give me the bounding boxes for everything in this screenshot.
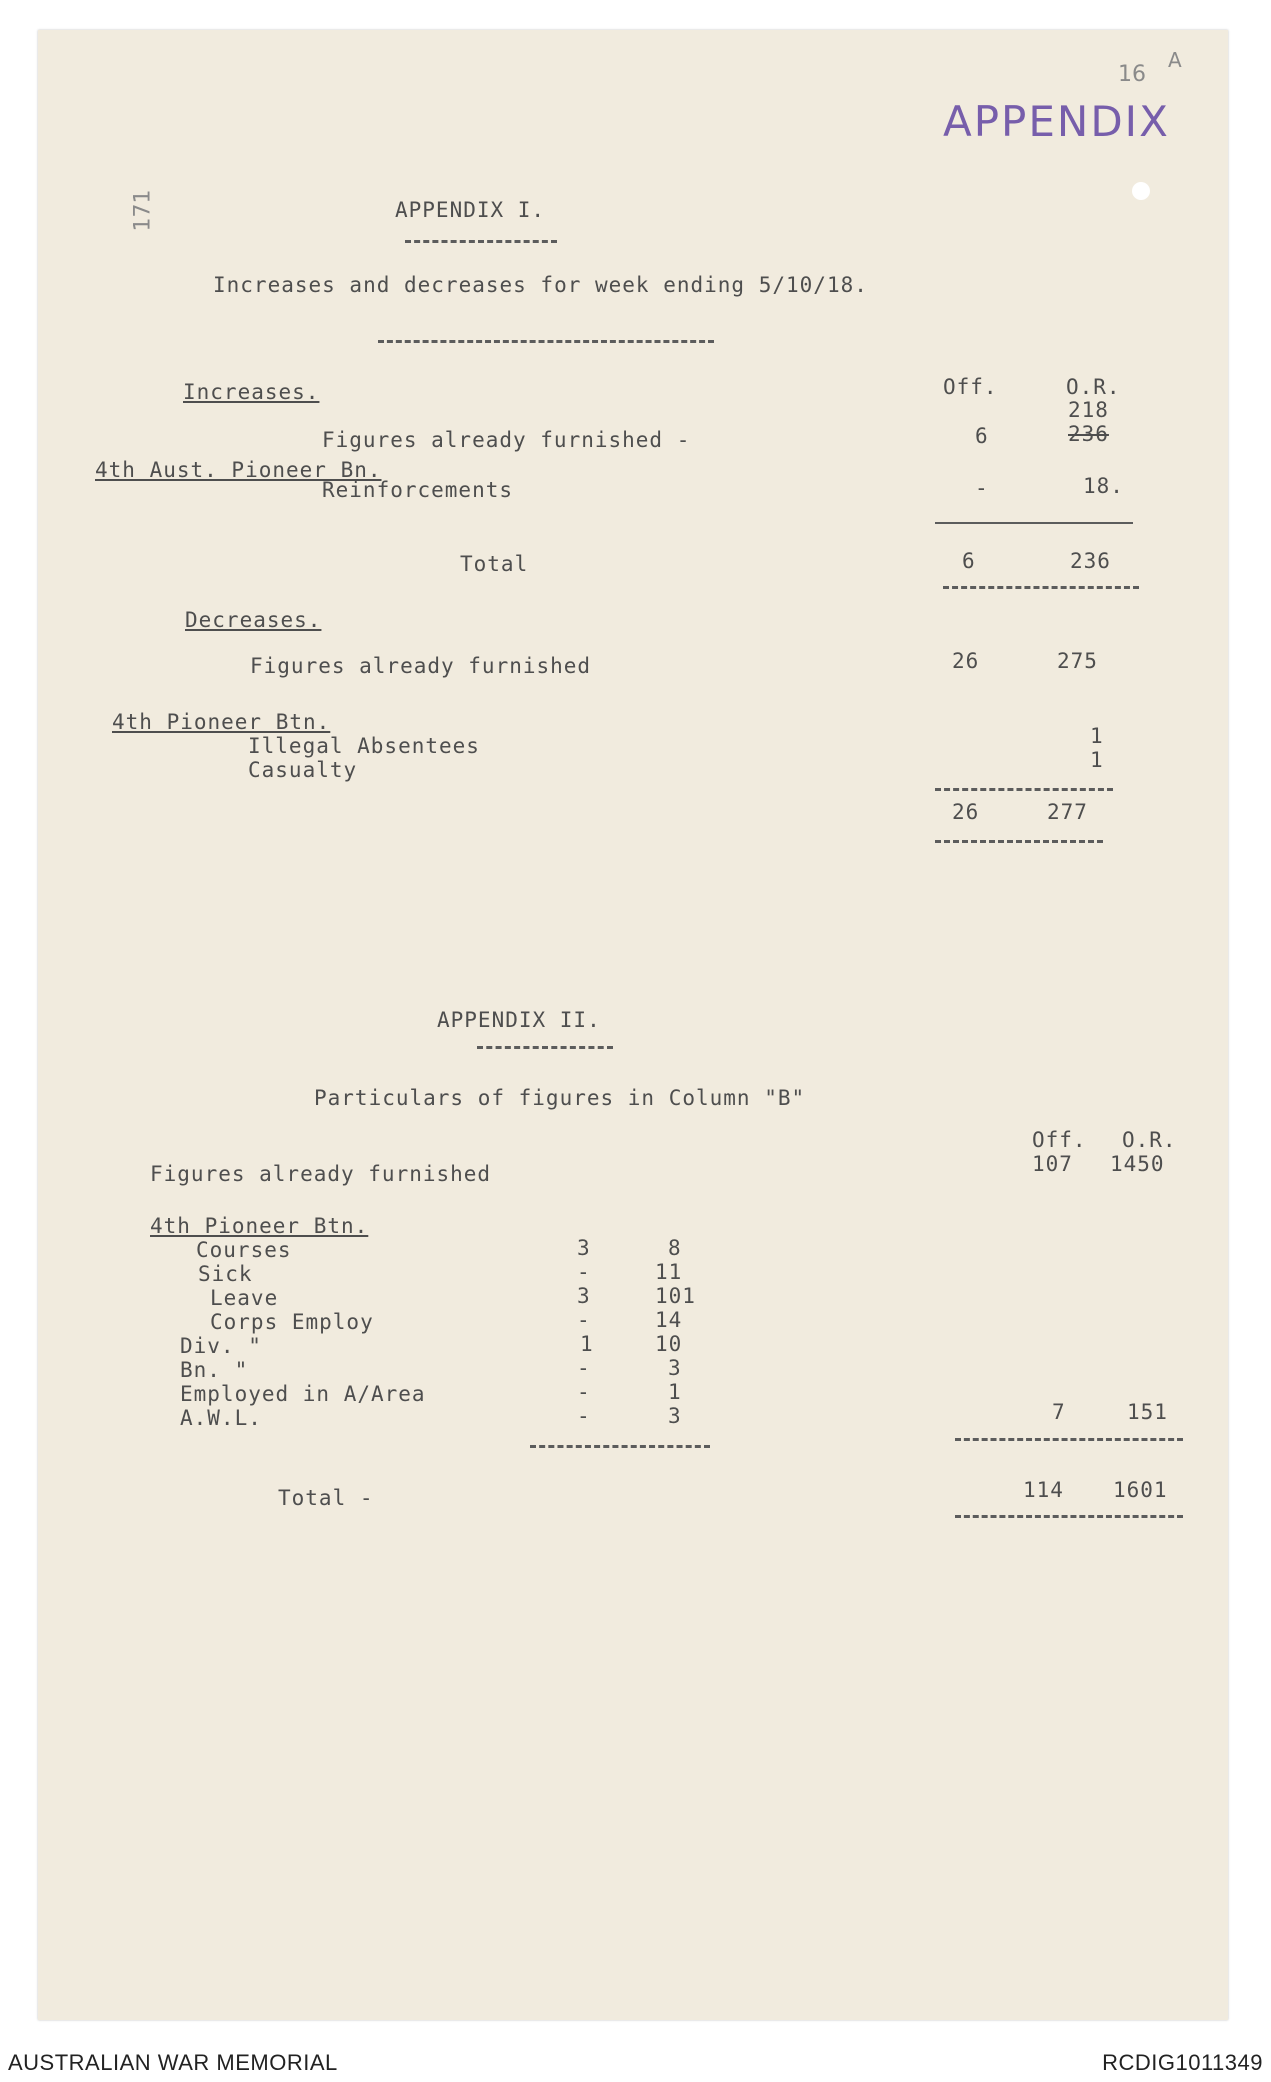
a2-row-or: 11 [655,1260,683,1284]
a2-total-label: Total - [278,1486,374,1510]
a2-row-label: A.W.L. [180,1406,262,1430]
absentees-label: Illegal Absentees [248,734,480,758]
document-page [38,30,1228,2020]
a2-subtotal-or: 151 [1127,1400,1168,1424]
title-underline [477,1046,613,1049]
a2-row-label: Bn. " [180,1358,249,1382]
decreases-total-off: 26 [952,800,980,824]
a2-furnished-label: Figures already furnished [150,1162,492,1186]
title-underline [405,240,557,243]
appendix-stamp: APPENDIX [943,97,1170,146]
a2-row-off: 1 [580,1332,594,1356]
a2-furnished-or: 1450 [1110,1152,1165,1176]
col-off-header: Off. [943,375,998,399]
a2-unit: 4th Pioneer Btn. [150,1214,369,1238]
a2-row-off: 3 [577,1284,591,1308]
a2-row-label: Courses [196,1238,292,1262]
a2-col-off-header: Off. [1032,1128,1087,1152]
pencil-margin-number: 171 [130,189,156,232]
reinforcements-off: - [975,476,989,500]
decreases-total-or: 277 [1047,800,1088,824]
col-or-header: O.R. [1066,375,1121,399]
a2-rows-rule [530,1445,710,1448]
appendix1-title: APPENDIX I. [395,198,546,222]
a2-col-or-header: O.R. [1122,1128,1177,1152]
casualty-label: Casualty [248,758,358,782]
increases-furnished-or-struck: 236 [1068,422,1109,446]
decreases-furnished-off: 26 [952,649,980,673]
decreases-furnished-label: Figures already furnished [250,654,592,678]
divider [378,340,714,343]
a2-subtotal-rule [955,1438,1183,1441]
reinforcements-label: Reinforcements [322,478,514,502]
increases-heading: Increases. [183,380,320,404]
a2-row-label: Leave [210,1286,279,1310]
increases-total-label: Total [460,552,529,576]
decreases-total-underline [935,840,1103,843]
casualty-or: 1 [1090,748,1104,772]
a2-row-off: - [577,1404,591,1428]
appendix1-subtitle: Increases and decreases for week ending 5/10/18. [213,273,868,297]
a2-row-or: 101 [655,1284,696,1308]
a2-row-or: 3 [668,1404,682,1428]
or-corrected-value: 218 [1068,398,1109,422]
reinforcements-or: 18. [1083,474,1124,498]
increases-furnished-off: 6 [975,424,989,448]
appendix2-title: APPENDIX II. [437,1008,601,1032]
footer-reference-id: RCDIG1011349 [1102,2050,1263,2075]
total-underline [943,586,1139,589]
a2-total-underline [955,1515,1183,1518]
punch-hole [1132,182,1150,200]
a2-subtotal-off: 7 [1052,1400,1066,1424]
decreases-unit: 4th Pioneer Btn. [112,710,331,734]
a2-row-or: 8 [668,1236,682,1260]
decreases-rule [935,788,1113,791]
a2-row-label: Div. " [180,1334,262,1358]
increases-unit: 4th Aust. Pioneer Bn. [95,458,382,482]
increases-total-off: 6 [962,549,976,573]
a2-row-label: Sick [198,1262,253,1286]
a2-total-or: 1601 [1113,1478,1168,1502]
decreases-furnished-or: 275 [1057,649,1098,673]
a2-row-label: Corps Employ [210,1310,374,1334]
pencil-folio: 16 [1118,62,1146,87]
total-rule [935,522,1133,524]
a2-row-or: 10 [655,1332,683,1356]
a2-row-off: - [577,1356,591,1380]
appendix2-subtitle: Particulars of figures in Column "B" [314,1086,806,1110]
a2-row-or: 3 [668,1356,682,1380]
a2-row-off: 3 [577,1236,591,1260]
a2-row-or: 14 [655,1308,683,1332]
a2-row-label: Employed in A/Area [180,1382,426,1406]
a2-row-off: - [577,1260,591,1284]
a2-row-off: - [577,1380,591,1404]
increases-furnished-label: Figures already furnished - [322,428,691,452]
footer-archive-name: AUSTRALIAN WAR MEMORIAL [8,2050,338,2075]
pencil-letter: A [1168,48,1182,72]
a2-row-off: - [577,1308,591,1332]
decreases-heading: Decreases. [185,608,322,632]
a2-furnished-off: 107 [1032,1152,1073,1176]
a2-row-or: 1 [668,1380,682,1404]
absentees-or: 1 [1090,724,1104,748]
increases-total-or: 236 [1070,549,1111,573]
a2-total-off: 114 [1023,1478,1064,1502]
